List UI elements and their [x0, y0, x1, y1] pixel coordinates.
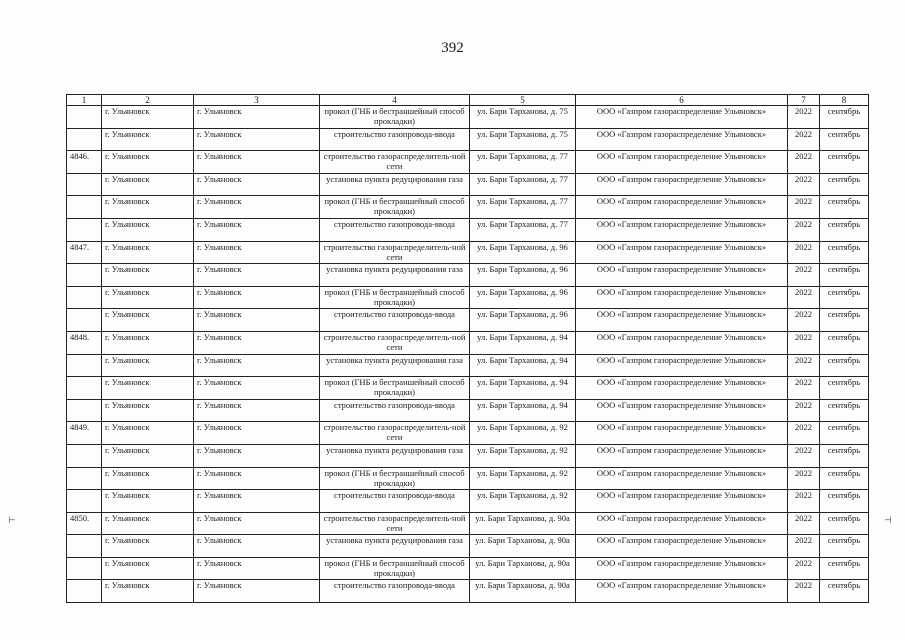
address-cell: ул. Бари Тарханова, д. 94: [470, 331, 576, 354]
municipality-cell: г. Ульяновск: [102, 490, 194, 513]
organization-cell: ООО «Газпром газораспределение Ульяновск»: [576, 309, 788, 332]
organization-cell: ООО «Газпром газораспределение Ульяновск»: [576, 422, 788, 445]
table-row: [67, 557, 869, 580]
year-cell: 2022: [788, 557, 820, 580]
month-cell: сентябрь: [820, 354, 869, 377]
row-number: [67, 128, 102, 151]
address-cell: ул. Бари Тарханова, д. 90а: [470, 512, 576, 535]
table-row: [67, 309, 869, 332]
table-row: [67, 286, 869, 309]
table-row: [67, 512, 869, 535]
year-cell: 2022: [788, 331, 820, 354]
column-header-2: 2: [102, 95, 194, 106]
row-number: [67, 535, 102, 558]
address-cell: ул. Бари Тарханова, д. 92: [470, 444, 576, 467]
row-number: [67, 309, 102, 332]
address-cell: ул. Бари Тарханова, д. 94: [470, 399, 576, 422]
row-number: 4850.: [67, 512, 102, 535]
settlement-cell: г. Ульяновск: [194, 535, 320, 558]
organization-cell: ООО «Газпром газораспределение Ульяновск»: [576, 444, 788, 467]
work-type-cell: строительство газораспределитель-ной сети: [320, 331, 470, 354]
settlement-cell: г. Ульяновск: [194, 399, 320, 422]
table-row: [67, 399, 869, 422]
row-number: [67, 490, 102, 513]
settlement-cell: г. Ульяновск: [194, 467, 320, 490]
year-cell: 2022: [788, 512, 820, 535]
work-type-cell: строительство газопровода-ввода: [320, 580, 470, 603]
address-cell: ул. Бари Тарханова, д. 77: [470, 173, 576, 196]
year-cell: 2022: [788, 467, 820, 490]
table-header-row: [67, 95, 869, 106]
table-row: [67, 128, 869, 151]
settlement-cell: г. Ульяновск: [194, 173, 320, 196]
column-header-4: 4: [320, 95, 470, 106]
month-cell: сентябрь: [820, 264, 869, 287]
municipality-cell: г. Ульяновск: [102, 241, 194, 264]
address-cell: ул. Бари Тарханова, д. 92: [470, 422, 576, 445]
month-cell: сентябрь: [820, 309, 869, 332]
work-type-cell: строительство газопровода-ввода: [320, 218, 470, 241]
month-cell: сентябрь: [820, 422, 869, 445]
table-row: [67, 354, 869, 377]
municipality-cell: г. Ульяновск: [102, 422, 194, 445]
address-cell: ул. Бари Тарханова, д. 96: [470, 286, 576, 309]
organization-cell: ООО «Газпром газораспределение Ульяновск»: [576, 106, 788, 129]
settlement-cell: г. Ульяновск: [194, 286, 320, 309]
address-cell: ул. Бари Тарханова, д. 96: [470, 264, 576, 287]
month-cell: сентябрь: [820, 151, 869, 174]
address-cell: ул. Бари Тарханова, д. 90а: [470, 535, 576, 558]
month-cell: сентябрь: [820, 399, 869, 422]
municipality-cell: г. Ульяновск: [102, 218, 194, 241]
municipality-cell: г. Ульяновск: [102, 557, 194, 580]
table-row: [67, 535, 869, 558]
year-cell: 2022: [788, 535, 820, 558]
month-cell: сентябрь: [820, 535, 869, 558]
row-number: [67, 580, 102, 603]
work-type-cell: строительство газораспределитель-ной сети: [320, 512, 470, 535]
row-number: [67, 444, 102, 467]
margin-mark-left: ⊢: [8, 515, 16, 525]
work-type-cell: прокол (ГНБ и бестраншейный способ прокладки): [320, 557, 470, 580]
settlement-cell: г. Ульяновск: [194, 196, 320, 219]
settlement-cell: г. Ульяновск: [194, 106, 320, 129]
month-cell: сентябрь: [820, 580, 869, 603]
settlement-cell: г. Ульяновск: [194, 557, 320, 580]
organization-cell: ООО «Газпром газораспределение Ульяновск»: [576, 241, 788, 264]
settlement-cell: г. Ульяновск: [194, 264, 320, 287]
year-cell: 2022: [788, 128, 820, 151]
column-header-6: 6: [576, 95, 788, 106]
column-header-3: 3: [194, 95, 320, 106]
address-cell: ул. Бари Тарханова, д. 77: [470, 218, 576, 241]
municipality-cell: г. Ульяновск: [102, 151, 194, 174]
settlement-cell: г. Ульяновск: [194, 580, 320, 603]
month-cell: сентябрь: [820, 106, 869, 129]
organization-cell: ООО «Газпром газораспределение Ульяновск»: [576, 512, 788, 535]
month-cell: сентябрь: [820, 444, 869, 467]
organization-cell: ООО «Газпром газораспределение Ульяновск»: [576, 264, 788, 287]
settlement-cell: г. Ульяновск: [194, 490, 320, 513]
work-type-cell: установка пункта редуцирования газа: [320, 444, 470, 467]
work-type-cell: строительство газопровода-ввода: [320, 309, 470, 332]
year-cell: 2022: [788, 218, 820, 241]
year-cell: 2022: [788, 241, 820, 264]
year-cell: 2022: [788, 264, 820, 287]
year-cell: 2022: [788, 490, 820, 513]
column-header-1: 1: [67, 95, 102, 106]
month-cell: сентябрь: [820, 241, 869, 264]
organization-cell: ООО «Газпром газораспределение Ульяновск»: [576, 151, 788, 174]
work-type-cell: строительство газопровода-ввода: [320, 128, 470, 151]
row-number: [67, 196, 102, 219]
work-type-cell: строительство газораспределитель-ной сети: [320, 422, 470, 445]
work-type-cell: установка пункта редуцирования газа: [320, 173, 470, 196]
row-number: [67, 399, 102, 422]
row-number: [67, 173, 102, 196]
address-cell: ул. Бари Тарханова, д. 90а: [470, 557, 576, 580]
month-cell: сентябрь: [820, 286, 869, 309]
month-cell: сентябрь: [820, 218, 869, 241]
row-number: [67, 354, 102, 377]
municipality-cell: г. Ульяновск: [102, 535, 194, 558]
row-number: [67, 218, 102, 241]
organization-cell: ООО «Газпром газораспределение Ульяновск»: [576, 557, 788, 580]
address-cell: ул. Бари Тарханова, д. 75: [470, 106, 576, 129]
table-row: [67, 331, 869, 354]
settlement-cell: г. Ульяновск: [194, 331, 320, 354]
work-type-cell: прокол (ГНБ и бестраншейный способ прокладки): [320, 377, 470, 400]
municipality-cell: г. Ульяновск: [102, 128, 194, 151]
table-row: [67, 241, 869, 264]
column-header-5: 5: [470, 95, 576, 106]
row-number: [67, 286, 102, 309]
work-type-cell: строительство газораспределитель-ной сети: [320, 151, 470, 174]
work-type-cell: установка пункта редуцирования газа: [320, 264, 470, 287]
address-cell: ул. Бари Тарханова, д. 96: [470, 241, 576, 264]
month-cell: сентябрь: [820, 490, 869, 513]
municipality-cell: г. Ульяновск: [102, 580, 194, 603]
organization-cell: ООО «Газпром газораспределение Ульяновск»: [576, 286, 788, 309]
settlement-cell: г. Ульяновск: [194, 512, 320, 535]
work-type-cell: прокол (ГНБ и бестраншейный способ прокладки): [320, 106, 470, 129]
column-header-7: 7: [788, 95, 820, 106]
table-row: [67, 444, 869, 467]
year-cell: 2022: [788, 309, 820, 332]
table-row: [67, 151, 869, 174]
table-row: [67, 196, 869, 219]
work-type-cell: строительство газопровода-ввода: [320, 490, 470, 513]
municipality-cell: г. Ульяновск: [102, 309, 194, 332]
table-body: [67, 106, 869, 603]
address-cell: ул. Бари Тарханова, д. 77: [470, 151, 576, 174]
page-number: 392: [441, 40, 464, 56]
settlement-cell: г. Ульяновск: [194, 241, 320, 264]
table-row: [67, 218, 869, 241]
organization-cell: ООО «Газпром газораспределение Ульяновск»: [576, 377, 788, 400]
year-cell: 2022: [788, 422, 820, 445]
month-cell: сентябрь: [820, 173, 869, 196]
work-type-cell: прокол (ГНБ и бестраншейный способ прокладки): [320, 467, 470, 490]
table-row: [67, 580, 869, 603]
row-number: 4847.: [67, 241, 102, 264]
table-row: [67, 106, 869, 129]
organization-cell: ООО «Газпром газораспределение Ульяновск»: [576, 399, 788, 422]
year-cell: 2022: [788, 399, 820, 422]
year-cell: 2022: [788, 444, 820, 467]
month-cell: сентябрь: [820, 331, 869, 354]
month-cell: сентябрь: [820, 128, 869, 151]
month-cell: сентябрь: [820, 512, 869, 535]
municipality-cell: г. Ульяновск: [102, 286, 194, 309]
year-cell: 2022: [788, 106, 820, 129]
organization-cell: ООО «Газпром газораспределение Ульяновск»: [576, 354, 788, 377]
row-number: 4846.: [67, 151, 102, 174]
month-cell: сентябрь: [820, 557, 869, 580]
work-type-cell: строительство газопровода-ввода: [320, 399, 470, 422]
address-cell: ул. Бари Тарханова, д. 75: [470, 128, 576, 151]
address-cell: ул. Бари Тарханова, д. 77: [470, 196, 576, 219]
table-row: [67, 377, 869, 400]
year-cell: 2022: [788, 173, 820, 196]
settlement-cell: г. Ульяновск: [194, 422, 320, 445]
year-cell: 2022: [788, 377, 820, 400]
month-cell: сентябрь: [820, 467, 869, 490]
work-type-cell: установка пункта редуцирования газа: [320, 354, 470, 377]
municipality-cell: г. Ульяновск: [102, 354, 194, 377]
organization-cell: ООО «Газпром газораспределение Ульяновск»: [576, 535, 788, 558]
settlement-cell: г. Ульяновск: [194, 309, 320, 332]
address-cell: ул. Бари Тарханова, д. 92: [470, 490, 576, 513]
municipality-cell: г. Ульяновск: [102, 264, 194, 287]
data-table: [66, 94, 869, 603]
address-cell: ул. Бари Тарханова, д. 94: [470, 354, 576, 377]
row-number: 4849.: [67, 422, 102, 445]
municipality-cell: г. Ульяновск: [102, 399, 194, 422]
table-row: [67, 173, 869, 196]
organization-cell: ООО «Газпром газораспределение Ульяновск»: [576, 490, 788, 513]
address-cell: ул. Бари Тарханова, д. 96: [470, 309, 576, 332]
year-cell: 2022: [788, 196, 820, 219]
organization-cell: ООО «Газпром газораспределение Ульяновск»: [576, 173, 788, 196]
work-type-cell: прокол (ГНБ и бестраншейный способ прокладки): [320, 196, 470, 219]
address-cell: ул. Бари Тарханова, д. 92: [470, 467, 576, 490]
settlement-cell: г. Ульяновск: [194, 151, 320, 174]
settlement-cell: г. Ульяновск: [194, 354, 320, 377]
settlement-cell: г. Ульяновск: [194, 377, 320, 400]
work-type-cell: строительство газораспределитель-ной сети: [320, 241, 470, 264]
month-cell: сентябрь: [820, 196, 869, 219]
row-number: [67, 557, 102, 580]
address-cell: ул. Бари Тарханова, д. 94: [470, 377, 576, 400]
municipality-cell: г. Ульяновск: [102, 106, 194, 129]
table-row: [67, 422, 869, 445]
year-cell: 2022: [788, 354, 820, 377]
settlement-cell: г. Ульяновск: [194, 218, 320, 241]
table-row: [67, 264, 869, 287]
organization-cell: ООО «Газпром газораспределение Ульяновск»: [576, 128, 788, 151]
municipality-cell: г. Ульяновск: [102, 444, 194, 467]
row-number: [67, 106, 102, 129]
municipality-cell: г. Ульяновск: [102, 331, 194, 354]
organization-cell: ООО «Газпром газораспределение Ульяновск»: [576, 331, 788, 354]
work-type-cell: прокол (ГНБ и бестраншейный способ прокладки): [320, 286, 470, 309]
municipality-cell: г. Ульяновск: [102, 377, 194, 400]
municipality-cell: г. Ульяновск: [102, 196, 194, 219]
table-row: [67, 490, 869, 513]
municipality-cell: г. Ульяновск: [102, 512, 194, 535]
month-cell: сентябрь: [820, 377, 869, 400]
organization-cell: ООО «Газпром газораспределение Ульяновск»: [576, 218, 788, 241]
row-number: [67, 377, 102, 400]
year-cell: 2022: [788, 151, 820, 174]
row-number: 4848.: [67, 331, 102, 354]
margin-mark-right: ⊣: [884, 515, 892, 525]
settlement-cell: г. Ульяновск: [194, 128, 320, 151]
row-number: [67, 467, 102, 490]
municipality-cell: г. Ульяновск: [102, 173, 194, 196]
settlement-cell: г. Ульяновск: [194, 444, 320, 467]
column-header-8: 8: [820, 95, 869, 106]
row-number: [67, 264, 102, 287]
table-row: [67, 467, 869, 490]
municipality-cell: г. Ульяновск: [102, 467, 194, 490]
year-cell: 2022: [788, 580, 820, 603]
organization-cell: ООО «Газпром газораспределение Ульяновск»: [576, 467, 788, 490]
year-cell: 2022: [788, 286, 820, 309]
work-type-cell: установка пункта редуцирования газа: [320, 535, 470, 558]
organization-cell: ООО «Газпром газораспределение Ульяновск»: [576, 196, 788, 219]
address-cell: ул. Бари Тарханова, д. 90а: [470, 580, 576, 603]
organization-cell: ООО «Газпром газораспределение Ульяновск»: [576, 580, 788, 603]
